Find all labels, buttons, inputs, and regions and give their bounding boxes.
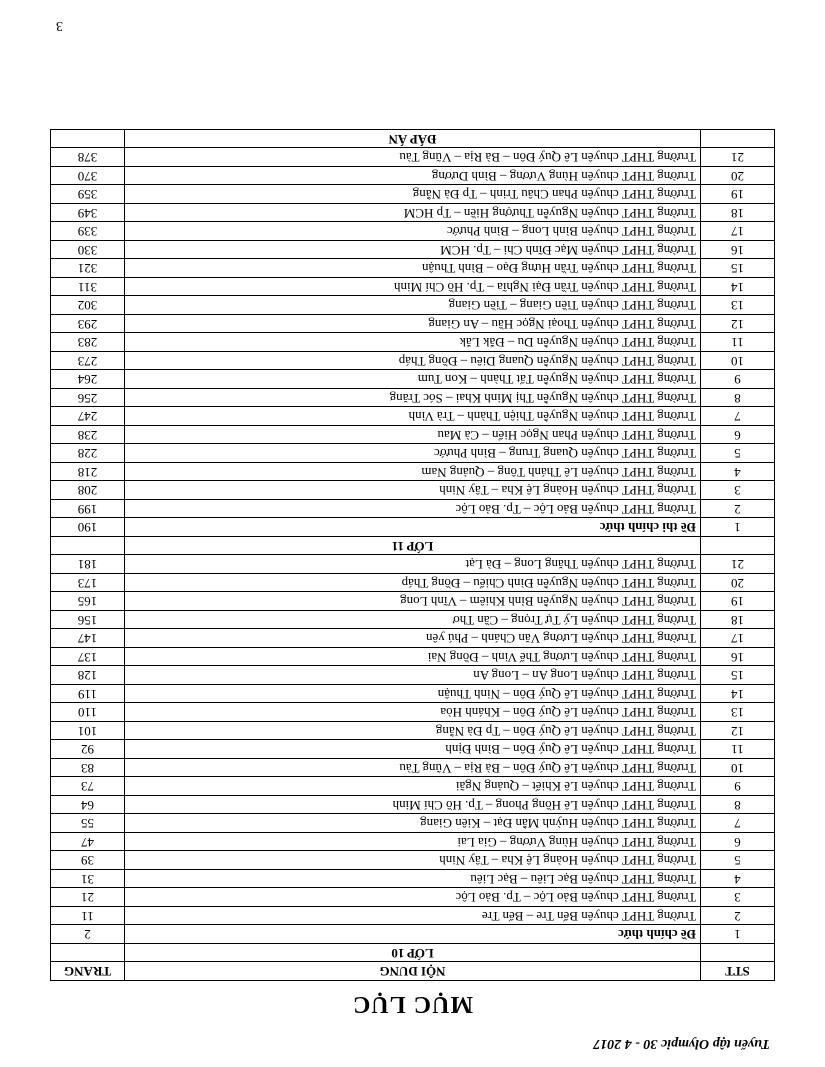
row-number: 19: [701, 185, 775, 204]
row-content: Trường THPT chuyên Hùng Vương – Gia Lai: [125, 833, 701, 852]
row-number: 8: [701, 796, 775, 815]
row-page: 238: [51, 426, 125, 445]
table-row: [51, 148, 775, 167]
row-content: Trường THPT chuyên Bình Long – Bình Phước: [125, 222, 701, 241]
row-number: 12: [701, 722, 775, 741]
row-content: Trường THPT chuyên Lê Quý Đôn – Bình Định: [125, 740, 701, 759]
row-content: Trường THPT chuyên Thăng Long – Đà Lạt: [125, 555, 701, 574]
row-content: Trường THPT chuyên Hoàng Lệ Kha – Tây Ninh: [125, 851, 701, 870]
toc-header-row: [51, 962, 775, 981]
table-row: [51, 703, 775, 722]
table-row: [51, 241, 775, 260]
row-number: 7: [701, 407, 775, 426]
row-number: 9: [701, 777, 775, 796]
row-page: 101: [51, 722, 125, 741]
table-row: [51, 259, 775, 278]
table-row: [51, 611, 775, 630]
row-content: Trường THPT chuyên Lê Quý Đôn – Khánh Hòa: [125, 703, 701, 722]
table-row: [51, 907, 775, 926]
table-row: [51, 204, 775, 223]
row-number: 2: [701, 500, 775, 519]
row-content: Trường THPT chuyên Trần Hưng Đạo – Bình Thuận: [125, 259, 701, 278]
row-page: 83: [51, 759, 125, 778]
row-content: Trường THPT chuyên Nguyễn Bỉnh Khiêm – Vĩnh Long: [125, 592, 701, 611]
row-content: Trường THPT chuyên Nguyễn Quang Diêu – Đồng Tháp: [125, 352, 701, 371]
row-page: 2: [51, 925, 125, 944]
table-row: [51, 352, 775, 371]
row-page: 273: [51, 352, 125, 371]
column-header-stt: STT: [701, 962, 775, 981]
row-content: Trường THPT chuyên Phan Ngọc Hiển – Cà Mau: [125, 426, 701, 445]
row-content: Trường THPT chuyên Bảo Lộc – Tp. Bảo Lộc: [125, 500, 701, 519]
row-number: 15: [701, 259, 775, 278]
row-number: 18: [701, 204, 775, 223]
table-row: [51, 666, 775, 685]
row-content: Trường THPT chuyên Nguyễn Du – Đắk Lắk: [125, 333, 701, 352]
row-content: Trường THPT chuyên Hoàng Lệ Kha – Tây Ninh: [125, 481, 701, 500]
row-page: 283: [51, 333, 125, 352]
table-row: [51, 185, 775, 204]
row-number: 13: [701, 296, 775, 315]
row-page: 173: [51, 574, 125, 593]
row-number: 20: [701, 574, 775, 593]
table-row: [51, 796, 775, 815]
row-content: Trường THPT chuyên Tiền Giang – Tiền Giang: [125, 296, 701, 315]
row-page: 156: [51, 611, 125, 630]
row-page: 228: [51, 444, 125, 463]
row-number: 21: [701, 555, 775, 574]
row-number: 6: [701, 426, 775, 445]
table-row: [51, 648, 775, 667]
row-number: 3: [701, 888, 775, 907]
section-empty-cell: [51, 537, 125, 556]
page-title: MỤC LỤC: [352, 991, 473, 1017]
table-row: [51, 629, 775, 648]
row-number: 20: [701, 167, 775, 186]
row-page: 339: [51, 222, 125, 241]
row-number: 3: [701, 481, 775, 500]
row-number: 12: [701, 315, 775, 334]
table-row: [51, 167, 775, 186]
row-number: 6: [701, 833, 775, 852]
section-row-answers: [51, 130, 775, 149]
row-content: Trường THPT chuyên Hùng Vương – Bình Dương: [125, 167, 701, 186]
row-number: 18: [701, 611, 775, 630]
row-page: 264: [51, 370, 125, 389]
row-number: 9: [701, 370, 775, 389]
row-page: 256: [51, 389, 125, 408]
section-empty-cell: [701, 537, 775, 556]
row-page: 92: [51, 740, 125, 759]
row-number: 13: [701, 703, 775, 722]
section-row-grade10: [51, 944, 775, 963]
section-title: LỚP 11: [125, 537, 701, 556]
book-header: Tuyển tập Olympic 30 - 4 2017: [593, 1036, 770, 1051]
table-row: [51, 222, 775, 241]
row-content: Trường THPT chuyên Bạc Liêu – Bạc Liêu: [125, 870, 701, 889]
row-content: Trường THPT chuyên Quang Trung – Bình Phước: [125, 444, 701, 463]
table-row: [51, 925, 775, 944]
section-empty-cell: [51, 130, 125, 149]
row-content: Trường THPT chuyên Lê Thánh Tông – Quảng Nam: [125, 463, 701, 482]
table-row: [51, 518, 775, 537]
table-row: [51, 870, 775, 889]
section-empty-cell: [701, 944, 775, 963]
row-content: Trường THPT chuyên Nguyễn Đình Chiểu – Đồng Tháp: [125, 574, 701, 593]
row-page: 208: [51, 481, 125, 500]
row-content: Trường THPT chuyên Lê Quý Đôn – Bà Rịa – Vũng Tàu: [125, 148, 701, 167]
row-page: 31: [51, 870, 125, 889]
row-page: 165: [51, 592, 125, 611]
row-content: Trường THPT chuyên Nguyễn Thượng Hiền – Tp HCM: [125, 204, 701, 223]
page-number: 3: [56, 18, 63, 33]
row-number: 1: [701, 518, 775, 537]
row-content: Trường THPT chuyên Lê Hồng Phong – Tp. Hồ Chí Minh: [125, 796, 701, 815]
row-number: 7: [701, 814, 775, 833]
row-content: Trường THPT chuyên Thoại Ngọc Hầu – An Giang: [125, 315, 701, 334]
row-content: Trường THPT chuyên Trần Đại Nghĩa – Tp. Hồ Chí Minh: [125, 278, 701, 297]
row-page: 55: [51, 814, 125, 833]
section-empty-cell: [51, 944, 125, 963]
table-row: [51, 481, 775, 500]
section-title: LỚP 10: [125, 944, 701, 963]
table-row: [51, 740, 775, 759]
row-page: 128: [51, 666, 125, 685]
section-empty-cell: [701, 130, 775, 149]
row-page: 64: [51, 796, 125, 815]
row-number: 5: [701, 444, 775, 463]
row-page: 47: [51, 833, 125, 852]
row-content: Đề thi chính thức: [125, 518, 701, 537]
row-page: 190: [51, 518, 125, 537]
row-page: 302: [51, 296, 125, 315]
row-page: 330: [51, 241, 125, 260]
row-page: 311: [51, 278, 125, 297]
row-number: 17: [701, 629, 775, 648]
row-page: 378: [51, 148, 125, 167]
row-number: 8: [701, 389, 775, 408]
row-page: 110: [51, 703, 125, 722]
column-header-page: TRANG: [51, 962, 125, 981]
row-page: 293: [51, 315, 125, 334]
table-row: [51, 500, 775, 519]
table-row: [51, 296, 775, 315]
row-number: 16: [701, 648, 775, 667]
table-row: [51, 315, 775, 334]
row-content: Trường THPT chuyên Phan Châu Trinh – Tp Đà Nẵng: [125, 185, 701, 204]
row-number: 10: [701, 352, 775, 371]
row-page: 21: [51, 888, 125, 907]
row-page: 11: [51, 907, 125, 926]
row-number: 19: [701, 592, 775, 611]
table-row: [51, 592, 775, 611]
table-row: [51, 777, 775, 796]
row-number: 21: [701, 148, 775, 167]
table-row: [51, 888, 775, 907]
row-number: 10: [701, 759, 775, 778]
row-number: 5: [701, 851, 775, 870]
row-number: 16: [701, 241, 775, 260]
row-number: 2: [701, 907, 775, 926]
row-content: Trường THPT chuyên Long An – Long An: [125, 666, 701, 685]
section-title: ĐÁP ÁN: [125, 130, 701, 149]
row-number: 11: [701, 740, 775, 759]
row-content: Trường THPT chuyên Lê Khiết – Quảng Ngãi: [125, 777, 701, 796]
table-row: [51, 463, 775, 482]
row-content: Trường THPT chuyên Bến Tre – Bến Tre: [125, 907, 701, 926]
table-row: [51, 389, 775, 408]
table-row: [51, 444, 775, 463]
row-content: Trường THPT chuyên Nguyễn Thiện Thành – Trà Vinh: [125, 407, 701, 426]
row-content: Trường THPT chuyên Lương Thế Vinh – Đồng Nai: [125, 648, 701, 667]
row-content: Trường THPT chuyên Lê Quý Đôn – Bà Rịa – Vũng Tàu: [125, 759, 701, 778]
row-number: 14: [701, 278, 775, 297]
row-page: 359: [51, 185, 125, 204]
column-header-content: NỘI DUNG: [125, 962, 701, 981]
toc-table: [50, 129, 775, 981]
row-number: 14: [701, 685, 775, 704]
table-row: [51, 333, 775, 352]
row-page: 349: [51, 204, 125, 223]
row-content: Trường THPT chuyên Mạc Đĩnh Chi – Tp. HCM: [125, 241, 701, 260]
row-content: Trường THPT chuyên Lê Quý Đôn – Ninh Thuận: [125, 685, 701, 704]
row-number: 17: [701, 222, 775, 241]
table-row: [51, 574, 775, 593]
row-content: Trường THPT chuyên Lê Quý Đôn – Tp Đà Nẵng: [125, 722, 701, 741]
table-row: [51, 555, 775, 574]
table-row: [51, 426, 775, 445]
row-number: 1: [701, 925, 775, 944]
row-page: 147: [51, 629, 125, 648]
table-row: [51, 407, 775, 426]
row-number: 15: [701, 666, 775, 685]
row-page: 39: [51, 851, 125, 870]
row-page: 137: [51, 648, 125, 667]
row-page: 73: [51, 777, 125, 796]
row-page: 181: [51, 555, 125, 574]
table-row: [51, 278, 775, 297]
toc-body: [51, 130, 775, 963]
table-row: [51, 722, 775, 741]
row-number: 4: [701, 870, 775, 889]
table-row: [51, 685, 775, 704]
row-content: Trường THPT chuyên Bảo Lộc – Tp. Bảo Lộc: [125, 888, 701, 907]
table-row: [51, 814, 775, 833]
row-content: Trường THPT chuyên Nguyễn Thị Minh Khai – Sóc Trăng: [125, 389, 701, 408]
table-row: [51, 370, 775, 389]
section-row-grade11: [51, 537, 775, 556]
row-page: 119: [51, 685, 125, 704]
table-row: [51, 833, 775, 852]
row-page: 247: [51, 407, 125, 426]
row-content: Đề chính thức: [125, 925, 701, 944]
row-content: Trường THPT chuyên Nguyễn Tất Thành – Kon Tum: [125, 370, 701, 389]
row-number: 11: [701, 333, 775, 352]
row-number: 4: [701, 463, 775, 482]
row-page: 321: [51, 259, 125, 278]
table-row: [51, 851, 775, 870]
table-row: [51, 759, 775, 778]
row-content: Trường THPT chuyên Lý Tự Trọng – Cần Thơ: [125, 611, 701, 630]
row-content: Trường THPT chuyên Lương Văn Chánh – Phú yên: [125, 629, 701, 648]
row-page: 199: [51, 500, 125, 519]
row-page: 218: [51, 463, 125, 482]
row-page: 370: [51, 167, 125, 186]
row-content: Trường THPT chuyên Huỳnh Mẫn Đạt – Kiên Giang: [125, 814, 701, 833]
